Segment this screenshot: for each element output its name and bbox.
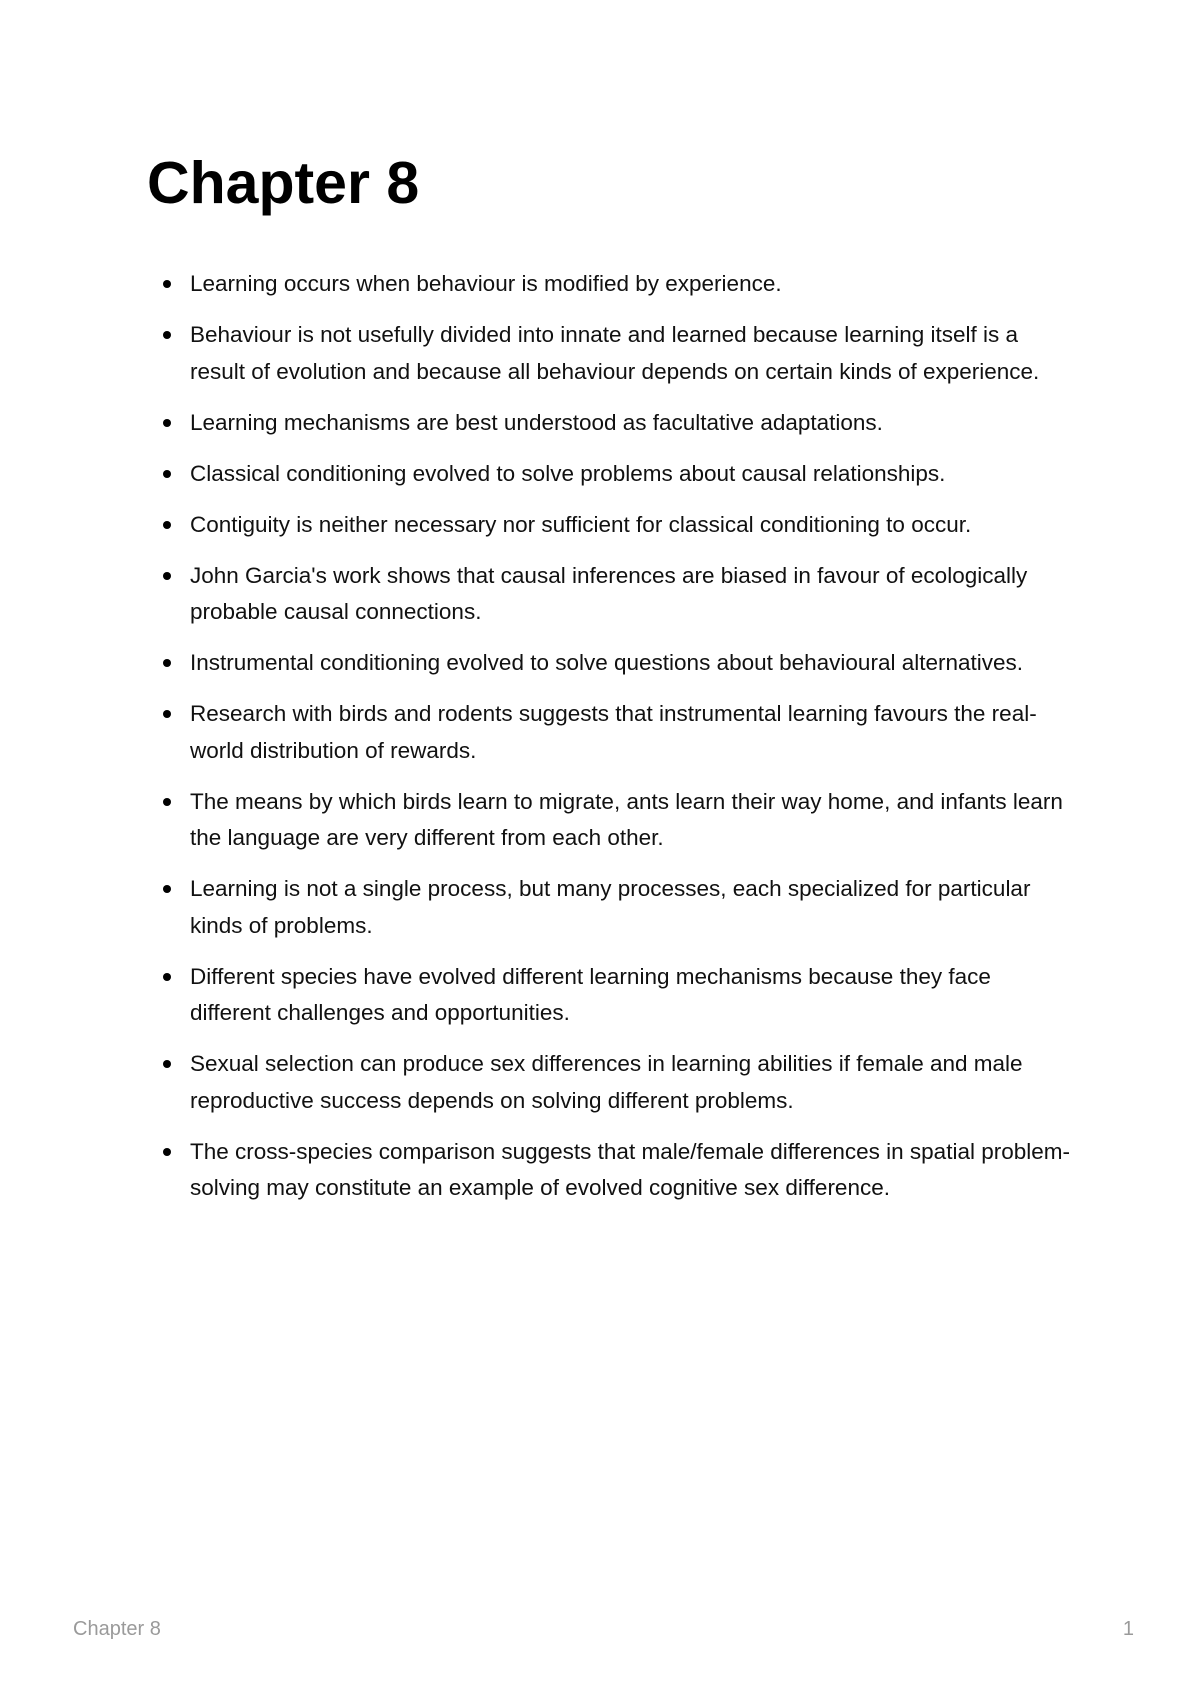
list-item-text: Learning mechanisms are best understood as facultative adaptations. <box>190 409 883 435</box>
list-item <box>190 959 1070 1032</box>
bullet-icon <box>163 659 171 667</box>
list-item-text: Instrumental conditioning evolved to solve questions about behavioural alternatives. <box>190 650 1024 675</box>
list-item-text: Different species have evolved different learning mechanisms because they face different challenges and opportunities. <box>190 963 991 1025</box>
list-item-text: Contiguity is neither necessary nor sufficient for classical conditioning to occur. <box>190 511 972 537</box>
bullet-icon <box>163 521 171 529</box>
list-item <box>190 1134 1070 1207</box>
list-item <box>190 696 1070 769</box>
list-item-text: John Garcia's work shows that causal inferences are biased in favour of ecologically probable causal connections. <box>190 562 1028 624</box>
list-item <box>190 871 1070 944</box>
list-item <box>190 784 1070 857</box>
list-item-text: The means by which birds learn to migrate, ants learn their way home, and infants learn the language are very different from each other. <box>190 788 1063 850</box>
list-item-text: Learning is not a single process, but many processes, each specialized for particular kinds of problems. <box>190 876 1031 938</box>
footer-chapter-label: Chapter 8 <box>73 1618 161 1640</box>
list-item-text: The cross-species comparison suggests that male/female differences in spatial problem-solving may constitute an example of evolved cognitive sex difference. <box>190 1138 1070 1200</box>
bullet-icon <box>163 572 171 580</box>
bullet-icon <box>163 470 171 478</box>
list-item-text: Behaviour is not usefully divided into innate and learned because learning itself is a result of evolution and because all behaviour depends on certain kinds of experience. <box>190 322 1040 384</box>
list-item-text: Research with birds and rodents suggests that instrumental learning favours the real-world distribution of rewards. <box>190 701 1037 763</box>
page-title: Chapter 8 <box>147 150 420 216</box>
list-item <box>190 266 1070 303</box>
bullet-icon <box>163 331 171 339</box>
bullet-icon <box>163 885 171 893</box>
list-item <box>190 456 1070 493</box>
list-item-text: Sexual selection can produce sex differences in learning abilities if female and male reproductive success depends on solving different problems. <box>190 1051 1023 1113</box>
bullet-icon <box>163 798 171 806</box>
bullet-icon <box>163 973 171 981</box>
list-item <box>190 405 1070 442</box>
list-item <box>190 645 1070 682</box>
list-item-text: Learning occurs when behaviour is modified by experience. <box>190 271 782 296</box>
list-item <box>190 507 1070 544</box>
bullet-icon <box>163 419 171 427</box>
footer-page-number: 1 <box>1122 1618 1134 1640</box>
bullet-icon <box>163 1148 171 1156</box>
list-item <box>190 1046 1070 1119</box>
bullet-icon <box>163 1060 171 1068</box>
list-item-text: Classical conditioning evolved to solve problems about causal relationships. <box>190 460 946 486</box>
list-item <box>190 558 1070 631</box>
bullet-icon <box>163 280 171 288</box>
bullet-icon <box>163 710 171 718</box>
bullet-list <box>190 266 1070 1221</box>
list-item <box>190 317 1070 390</box>
